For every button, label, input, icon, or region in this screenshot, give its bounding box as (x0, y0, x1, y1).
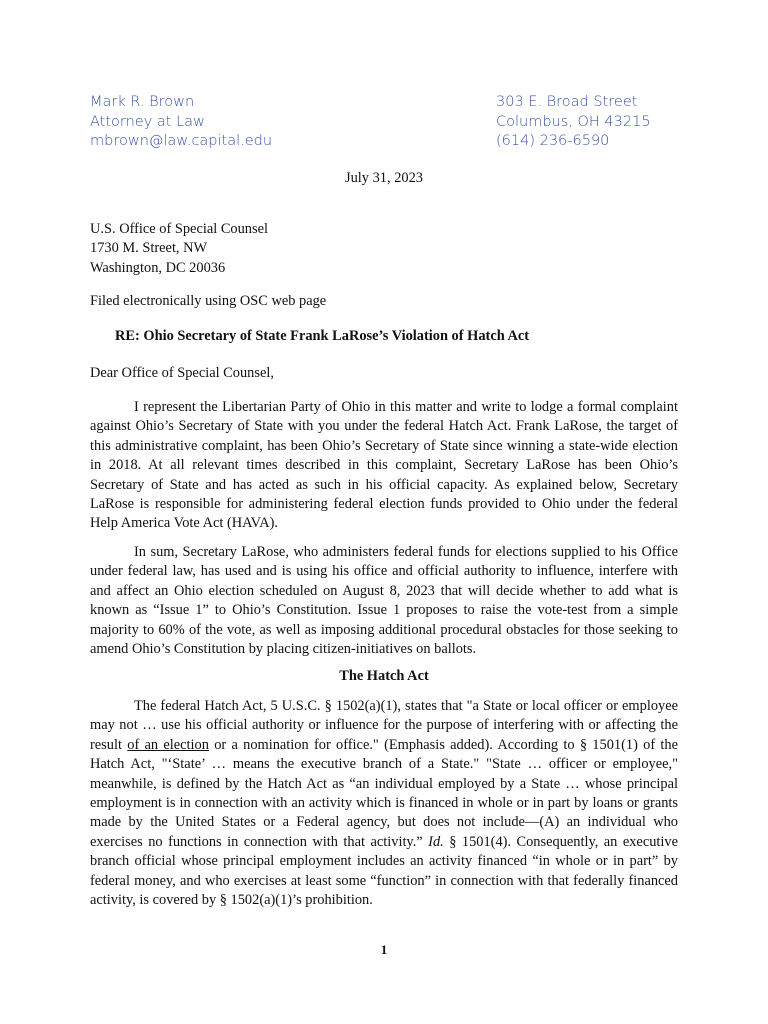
recipient-line-1: U.S. Office of Special Counsel (90, 221, 268, 237)
paragraph-3-text-a: The federal Hatch Act, 5 U.S.C. § 1502(a)(1), states that "a State or local officer or employee may not … use his official authority or influence for the purpose of interfering with or affecting the result (90, 698, 678, 753)
sender-city: Columbus, OH 43215 (496, 113, 651, 130)
citation-italic: Id. (428, 833, 444, 850)
sender-email: mbrown@law.capital.edu (90, 133, 273, 149)
recipient-line-3: Washington, DC 20036 (90, 259, 226, 276)
section-heading: The Hatch Act (339, 668, 429, 684)
sender-phone: (614) 236-6590 (496, 133, 610, 149)
sender-title: Attorney at Law (90, 113, 205, 130)
paragraph-3-text-b: or a nomination for office." (Emphasis added). According to § 1501(1) of the Hatch Act, "‘State’ … means the executive branch of a State." "State … officer or employee," meanwhile, is defined by the Hatch Act as “an individual employed by a State … whose principal employment is in connection with an activity which is financed in whole or in part by loans or grants made by the United States or a Federal agency, but does not include—(A) an individual who exercises no functions in connection with that activity.” (90, 736, 678, 850)
salutation: Dear Office of Special Counsel, (90, 365, 274, 381)
recipient-line-2: 1730 M. Street, NW (90, 240, 208, 257)
paragraph-2: In sum, Secretary LaRose, who administers federal funds for elections supplied to his Office under federal law, has used and is using his office and official authority to influence, interfere with and affect an Ohio election scheduled on August 8, 2023 that will decide whether to add what is known as “Issue 1” to Ohio’s Constitution. Issue 1 proposes to raise the vote-test from a simple majority to 60% of the vote, as well as imposing additional procedural obstacles for those seeking to amend Ohio’s Constitution by placing citizen-initiatives on ballots. (90, 544, 678, 658)
sender-street: 303 E. Broad Street (496, 94, 638, 110)
filed-note: Filed electronically using OSC web page (90, 293, 327, 309)
recipient-address (90, 220, 678, 278)
letterhead-sender (90, 93, 272, 152)
sender-name: Mark R. Brown (90, 94, 195, 110)
paragraph-1: I represent the Libertarian Party of Ohio in this matter and write to lodge a formal complaint against Ohio’s Secretary of State with you under the federal Hatch Act. Frank LaRose, the target of this administrative complaint, has been Ohio’s Secretary of State since winning a state-wide election in 2018. At all relevant times described in this complaint, Secretary LaRose has been Ohio’s Secretary of State and has acted as such in his official capacity. As explained below, Secretary LaRose is responsible for administering federal election funds provided to Ohio under the federal Help America Vote Act (HAVA). (90, 399, 678, 532)
paragraph-3-text-c: § 1501(4). Consequently, an executive branch official whose principal employment includes an activity financed “in whole or in part” by federal money, and who exercises at least some “function” in connection with that federally financed activity, is covered by § 1502(a)(1)’s prohibition. (90, 833, 678, 909)
re-line: RE: Ohio Secretary of State Frank LaRose’s Violation of Hatch Act (115, 328, 530, 344)
letterhead-address (496, 93, 651, 152)
paragraph-3 (90, 697, 678, 910)
emphasis-underline: of an election (127, 736, 209, 753)
page-number: 1 (380, 942, 388, 957)
letter-date: July 31, 2023 (345, 170, 423, 186)
